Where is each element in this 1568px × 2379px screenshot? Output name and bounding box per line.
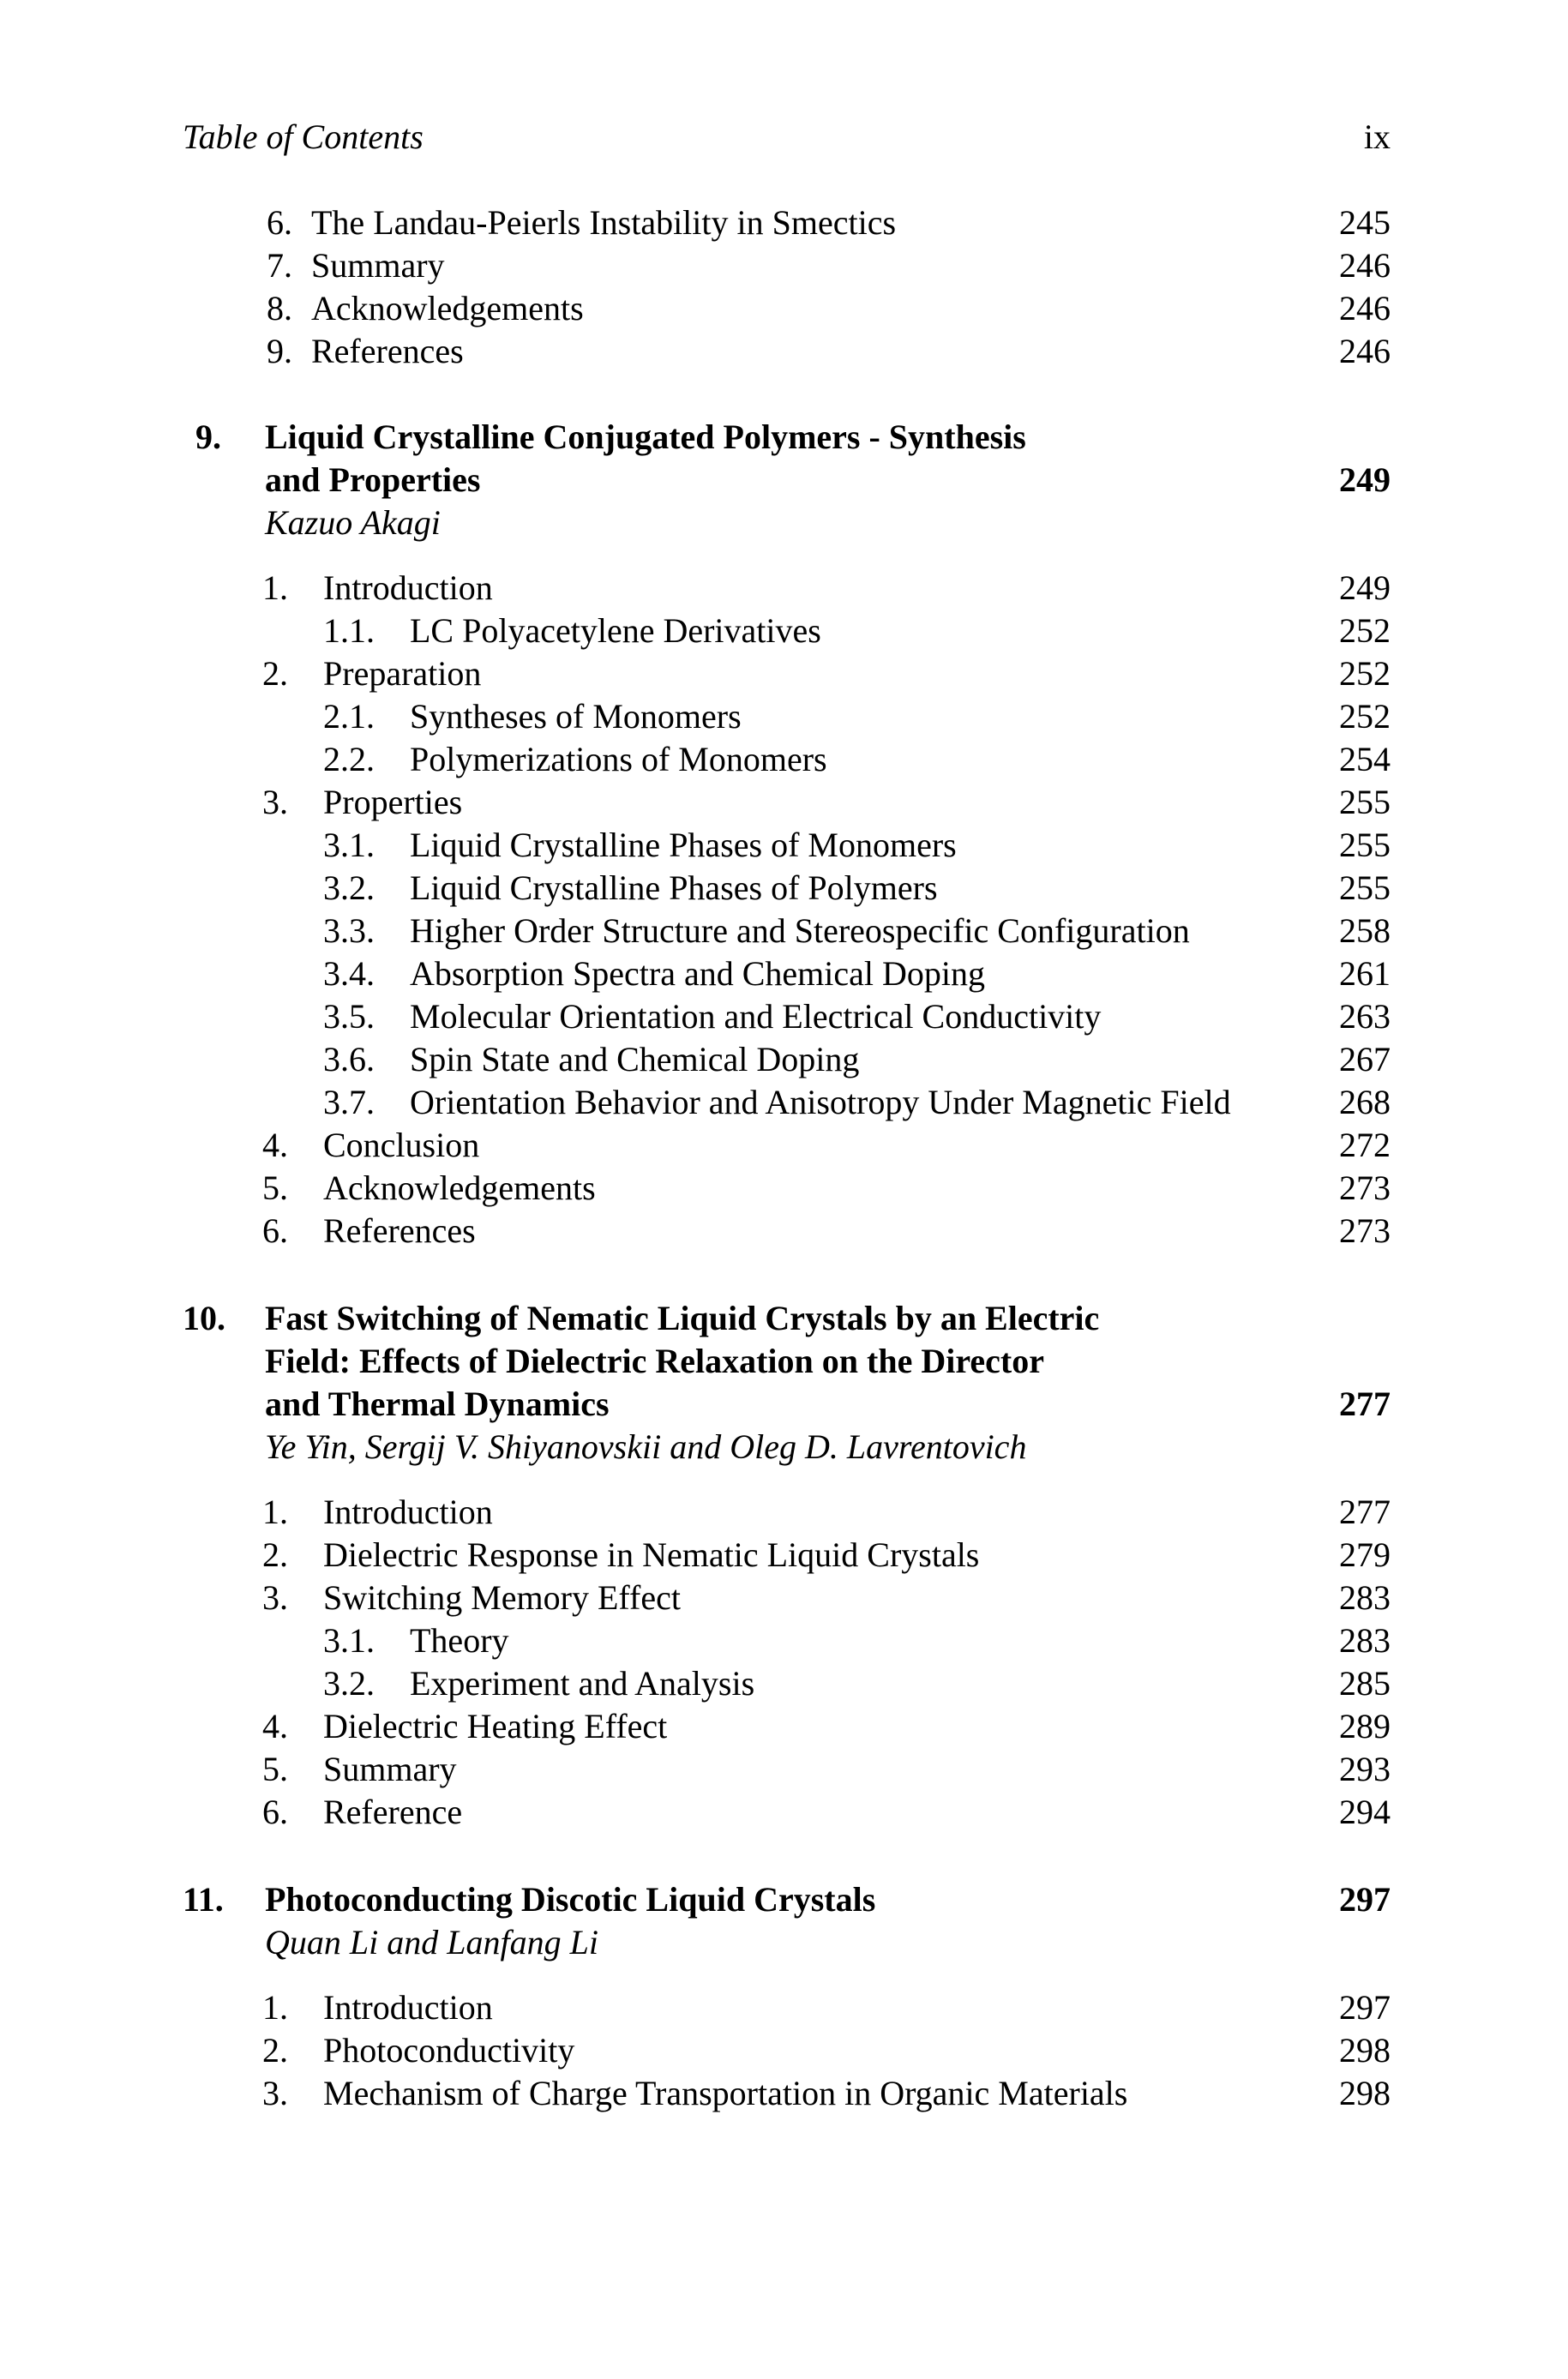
chapter-number: 9. [195, 418, 221, 456]
section-page: 258 [1339, 911, 1391, 950]
subsection-number: 3.2. [323, 868, 375, 907]
section-title: Dielectric Heating Effect [323, 1707, 668, 1745]
chapter-page: 249 [1339, 460, 1391, 499]
section-page: 283 [1339, 1578, 1391, 1617]
section-page: 255 [1339, 868, 1391, 907]
section-page: 263 [1339, 997, 1391, 1036]
section-number: 2. [262, 1535, 288, 1574]
section-title: Photoconductivity [323, 2031, 575, 2070]
subsection-title: Spin State and Chemical Doping [410, 1040, 860, 1078]
section-page: 285 [1339, 1664, 1391, 1703]
running-header-title: Table of Contents [183, 117, 424, 156]
chapter-page: 297 [1339, 1880, 1391, 1919]
section-title: Reference [323, 1793, 463, 1831]
subsection-title: LC Polyacetylene Derivatives [410, 611, 821, 650]
section-page: 293 [1339, 1750, 1391, 1788]
subsection-title: Liquid Crystalline Phases of Monomers [410, 826, 957, 864]
subsection-number: 3.6. [323, 1040, 375, 1078]
section-number: 3. [262, 2074, 288, 2112]
chapter-number: 11. [183, 1880, 224, 1919]
section-page: 297 [1339, 1988, 1391, 2027]
chapter-authors: Ye Yin, Sergij V. Shiyanovskii and Oleg D. Lavrentovich [265, 1427, 1027, 1466]
subsection-title: Molecular Orientation and Electrical Conductivity [410, 997, 1102, 1036]
section-number: 6. [262, 1793, 288, 1831]
section-title: Introduction [323, 568, 493, 607]
chapter-page: 277 [1339, 1385, 1391, 1423]
section-title: Introduction [323, 1493, 493, 1531]
section-page: 246 [1339, 246, 1391, 285]
section-page: 294 [1339, 1793, 1391, 1831]
section-title: Summary [311, 246, 445, 285]
subsection-number: 3.1. [323, 1621, 375, 1660]
section-page: 298 [1339, 2031, 1391, 2070]
section-page: 267 [1339, 1040, 1391, 1078]
section-page: 255 [1339, 783, 1391, 821]
section-page: 252 [1339, 697, 1391, 736]
section-number: 6. [262, 1211, 288, 1250]
section-number: 5. [262, 1750, 288, 1788]
chapter-number: 10. [183, 1299, 225, 1337]
section-title: Conclusion [323, 1126, 480, 1164]
section-title: References [323, 1211, 476, 1250]
section-number: 1. [262, 568, 288, 607]
section-title: Introduction [323, 1988, 493, 2027]
section-title: References [311, 332, 464, 370]
chapter-title-line-2: Field: Effects of Dielectric Relaxation on the Director [265, 1342, 1044, 1380]
section-number: 7. [267, 246, 292, 285]
subsection-number: 2.2. [323, 740, 375, 778]
section-number: 5. [262, 1168, 288, 1207]
chapter-title-line-3: and Thermal Dynamics [265, 1385, 610, 1423]
section-number: 6. [267, 203, 292, 242]
section-title: Mechanism of Charge Transportation in Organic Materials [323, 2074, 1128, 2112]
section-page: 261 [1339, 954, 1391, 993]
section-page: 252 [1339, 611, 1391, 650]
section-title: Summary [323, 1750, 457, 1788]
section-page: 273 [1339, 1168, 1391, 1207]
subsection-number: 3.1. [323, 826, 375, 864]
subsection-number: 3.4. [323, 954, 375, 993]
section-page: 246 [1339, 332, 1391, 370]
section-title: Preparation [323, 654, 482, 693]
subsection-number: 3.7. [323, 1083, 375, 1121]
section-page: 255 [1339, 826, 1391, 864]
section-page: 249 [1339, 568, 1391, 607]
section-page: 246 [1339, 289, 1391, 327]
chapter-authors: Kazuo Akagi [265, 503, 441, 542]
subsection-title: Experiment and Analysis [410, 1664, 755, 1703]
subsection-title: Polymerizations of Monomers [410, 740, 827, 778]
running-header-page-number: ix [1363, 117, 1391, 156]
section-page: 279 [1339, 1535, 1391, 1574]
subsection-number: 3.5. [323, 997, 375, 1036]
subsection-title: Liquid Crystalline Phases of Polymers [410, 868, 938, 907]
chapter-title-line-1: Liquid Crystalline Conjugated Polymers - Synthesis [265, 418, 1026, 456]
section-page: 289 [1339, 1707, 1391, 1745]
subsection-title: Syntheses of Monomers [410, 697, 742, 736]
subsection-number: 3.3. [323, 911, 375, 950]
section-number: 1. [262, 1988, 288, 2027]
section-page: 268 [1339, 1083, 1391, 1121]
subsection-number: 3.2. [323, 1664, 375, 1703]
subsection-title: Orientation Behavior and Anisotropy Under Magnetic Field [410, 1083, 1231, 1121]
section-title: Acknowledgements [323, 1168, 596, 1207]
section-title: Properties [323, 783, 463, 821]
section-number: 4. [262, 1707, 288, 1745]
section-page: 283 [1339, 1621, 1391, 1660]
subsection-title: Absorption Spectra and Chemical Doping [410, 954, 985, 993]
section-title: Switching Memory Effect [323, 1578, 681, 1617]
section-number: 2. [262, 2031, 288, 2070]
section-number: 3. [262, 1578, 288, 1617]
section-number: 9. [267, 332, 292, 370]
section-number: 8. [267, 289, 292, 327]
section-page: 252 [1339, 654, 1391, 693]
section-number: 4. [262, 1126, 288, 1164]
section-title: Acknowledgements [311, 289, 584, 327]
section-page: 272 [1339, 1126, 1391, 1164]
chapter-title-line-2: and Properties [265, 460, 481, 499]
subsection-number: 2.1. [323, 697, 375, 736]
section-page: 254 [1339, 740, 1391, 778]
chapter-authors: Quan Li and Lanfang Li [265, 1923, 598, 1961]
chapter-title-line-1: Fast Switching of Nematic Liquid Crystals by an Electric [265, 1299, 1100, 1337]
section-page: 277 [1339, 1493, 1391, 1531]
subsection-title: Higher Order Structure and Stereospecific Configuration [410, 911, 1190, 950]
section-title: The Landau-Peierls Instability in Smectics [311, 203, 897, 242]
section-page: 273 [1339, 1211, 1391, 1250]
section-number: 1. [262, 1493, 288, 1531]
subsection-number: 1.1. [323, 611, 375, 650]
section-title: Dielectric Response in Nematic Liquid Crystals [323, 1535, 980, 1574]
chapter-title-line-1: Photoconducting Discotic Liquid Crystals [265, 1880, 876, 1919]
section-page: 298 [1339, 2074, 1391, 2112]
section-number: 2. [262, 654, 288, 693]
section-page: 245 [1339, 203, 1391, 242]
subsection-title: Theory [410, 1621, 509, 1660]
section-number: 3. [262, 783, 288, 821]
